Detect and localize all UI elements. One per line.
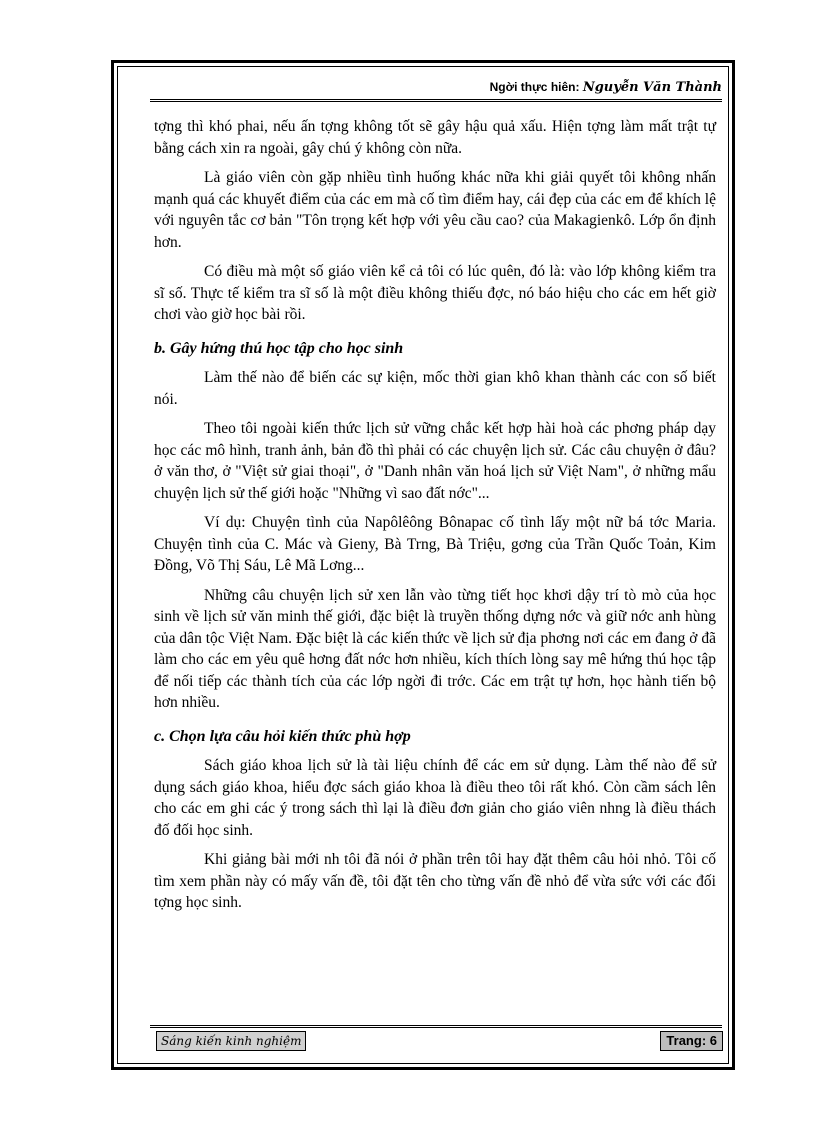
paragraph: Là giáo viên còn gặp nhiều tình huống khác nữa khi giải quyết tôi không nhấn mạnh quá các khuyết điểm của các em mà cố tìm điểm hay, cái đẹp của các em để khích lệ với nguyên tắc cơ bản "Tôn trọng kết hợp với yêu cầu cao? của Makagienkô. Lớp ổn định hơn.	[154, 169, 716, 251]
paragraph: Theo tôi ngoài kiến thức lịch sử vững chắc kết hợp hài hoà các phơng pháp dạy học các mô hình, tranh ảnh, bản đồ thì phải có các chuyện lịch sử. Các câu chuyện ở đâu? ở văn thơ, ở "Việt sử giai thoại", ở "Danh nhân văn hoá lịch sử Việt Nam", ở những mẩu chuyện lịch sử thế giới hoặc "Những vì sao đất nớc"...	[154, 420, 716, 502]
header-label: Ngời thực hiên:	[489, 80, 580, 94]
footer-rule	[150, 1025, 722, 1028]
paragraph: Những câu chuyện lịch sử xen lẫn vào từng tiết học khơi dậy trí tò mò của học sinh về lịch sử văn minh thế giới, đặc biệt là truyền thống dựng nớc và giữ nớc anh hùng của dân tộc Việt Nam. Đặc biệt là các kiến thức về lịch sử địa phơng nơi các em đang ở đã làm cho các em yêu quê hơng đất nớc hơn nhiều, kích thích lòng say mê hứng thú học tập để nối tiếp các thành tích của các lớp ngời đi trớc. Các em trật tự hơn, học hành tiến bộ hơn nhiều.	[154, 586, 716, 711]
paragraph: tợng thì khó phai, nếu ấn tợng không tốt sẽ gây hậu quả xấu. Hiện tợng làm mất trật tự bằng cách xin ra ngoài, gây chú ý không còn nữa.	[154, 118, 716, 157]
paragraph: Ví dụ: Chuyện tình của Napôlêông Bônapac cố tình lấy một nữ bá tớc Maria. Chuyện tình của C. Mác và Gieny, Bà Trng, Bà Triệu, gơng của Trần Quốc Toản, Kim Đồng, Võ Thị Sáu, Lê Mã Lơng...	[154, 514, 716, 574]
page-header	[150, 77, 722, 97]
footer-title: Sáng kiến kinh nghiệm	[156, 1031, 306, 1051]
page-number: Trang: 6	[660, 1031, 723, 1051]
paragraph: Có điều mà một số giáo viên kể cả tôi có lúc quên, đó là: vào lớp không kiểm tra sĩ số. Thực tế kiểm tra sĩ số là một điều không thiếu đợc, nó báo hiệu cho các em hết giờ chơi vào giờ học bài rồi.	[154, 263, 716, 323]
section-heading-b: b. Gây hứng thú học tập cho học sinh	[154, 339, 404, 357]
header-author: Nguyễn Văn Thành	[582, 80, 722, 95]
section-heading-c: c. Chọn lựa câu hỏi kiến thức phù hợp	[154, 727, 411, 745]
document-body	[154, 116, 716, 922]
paragraph: Khi giảng bài mới nh tôi đã nói ở phần trên tôi hay đặt thêm câu hỏi nhỏ. Tôi cố tìm xem phần này có mấy vấn đề, tôi đặt tên cho từng vấn đề nhỏ để vừa sức với các đối tợng học sinh.	[154, 851, 716, 911]
header-rule	[150, 99, 722, 102]
paragraph: Sách giáo khoa lịch sử là tài liệu chính để các em sử dụng. Làm thế nào để sử dụng sách giáo khoa, hiểu đợc sách giáo khoa là điều theo tôi rất khó. Còn cầm sách lên cho các em ghi các ý trong sách thì lại là điều đơn giản cho giáo viên nhng là điều thách đố đối học sinh.	[154, 757, 716, 839]
paragraph: Làm thế nào để biến các sự kiện, mốc thời gian khô khan thành các con số biết nói.	[154, 369, 716, 408]
